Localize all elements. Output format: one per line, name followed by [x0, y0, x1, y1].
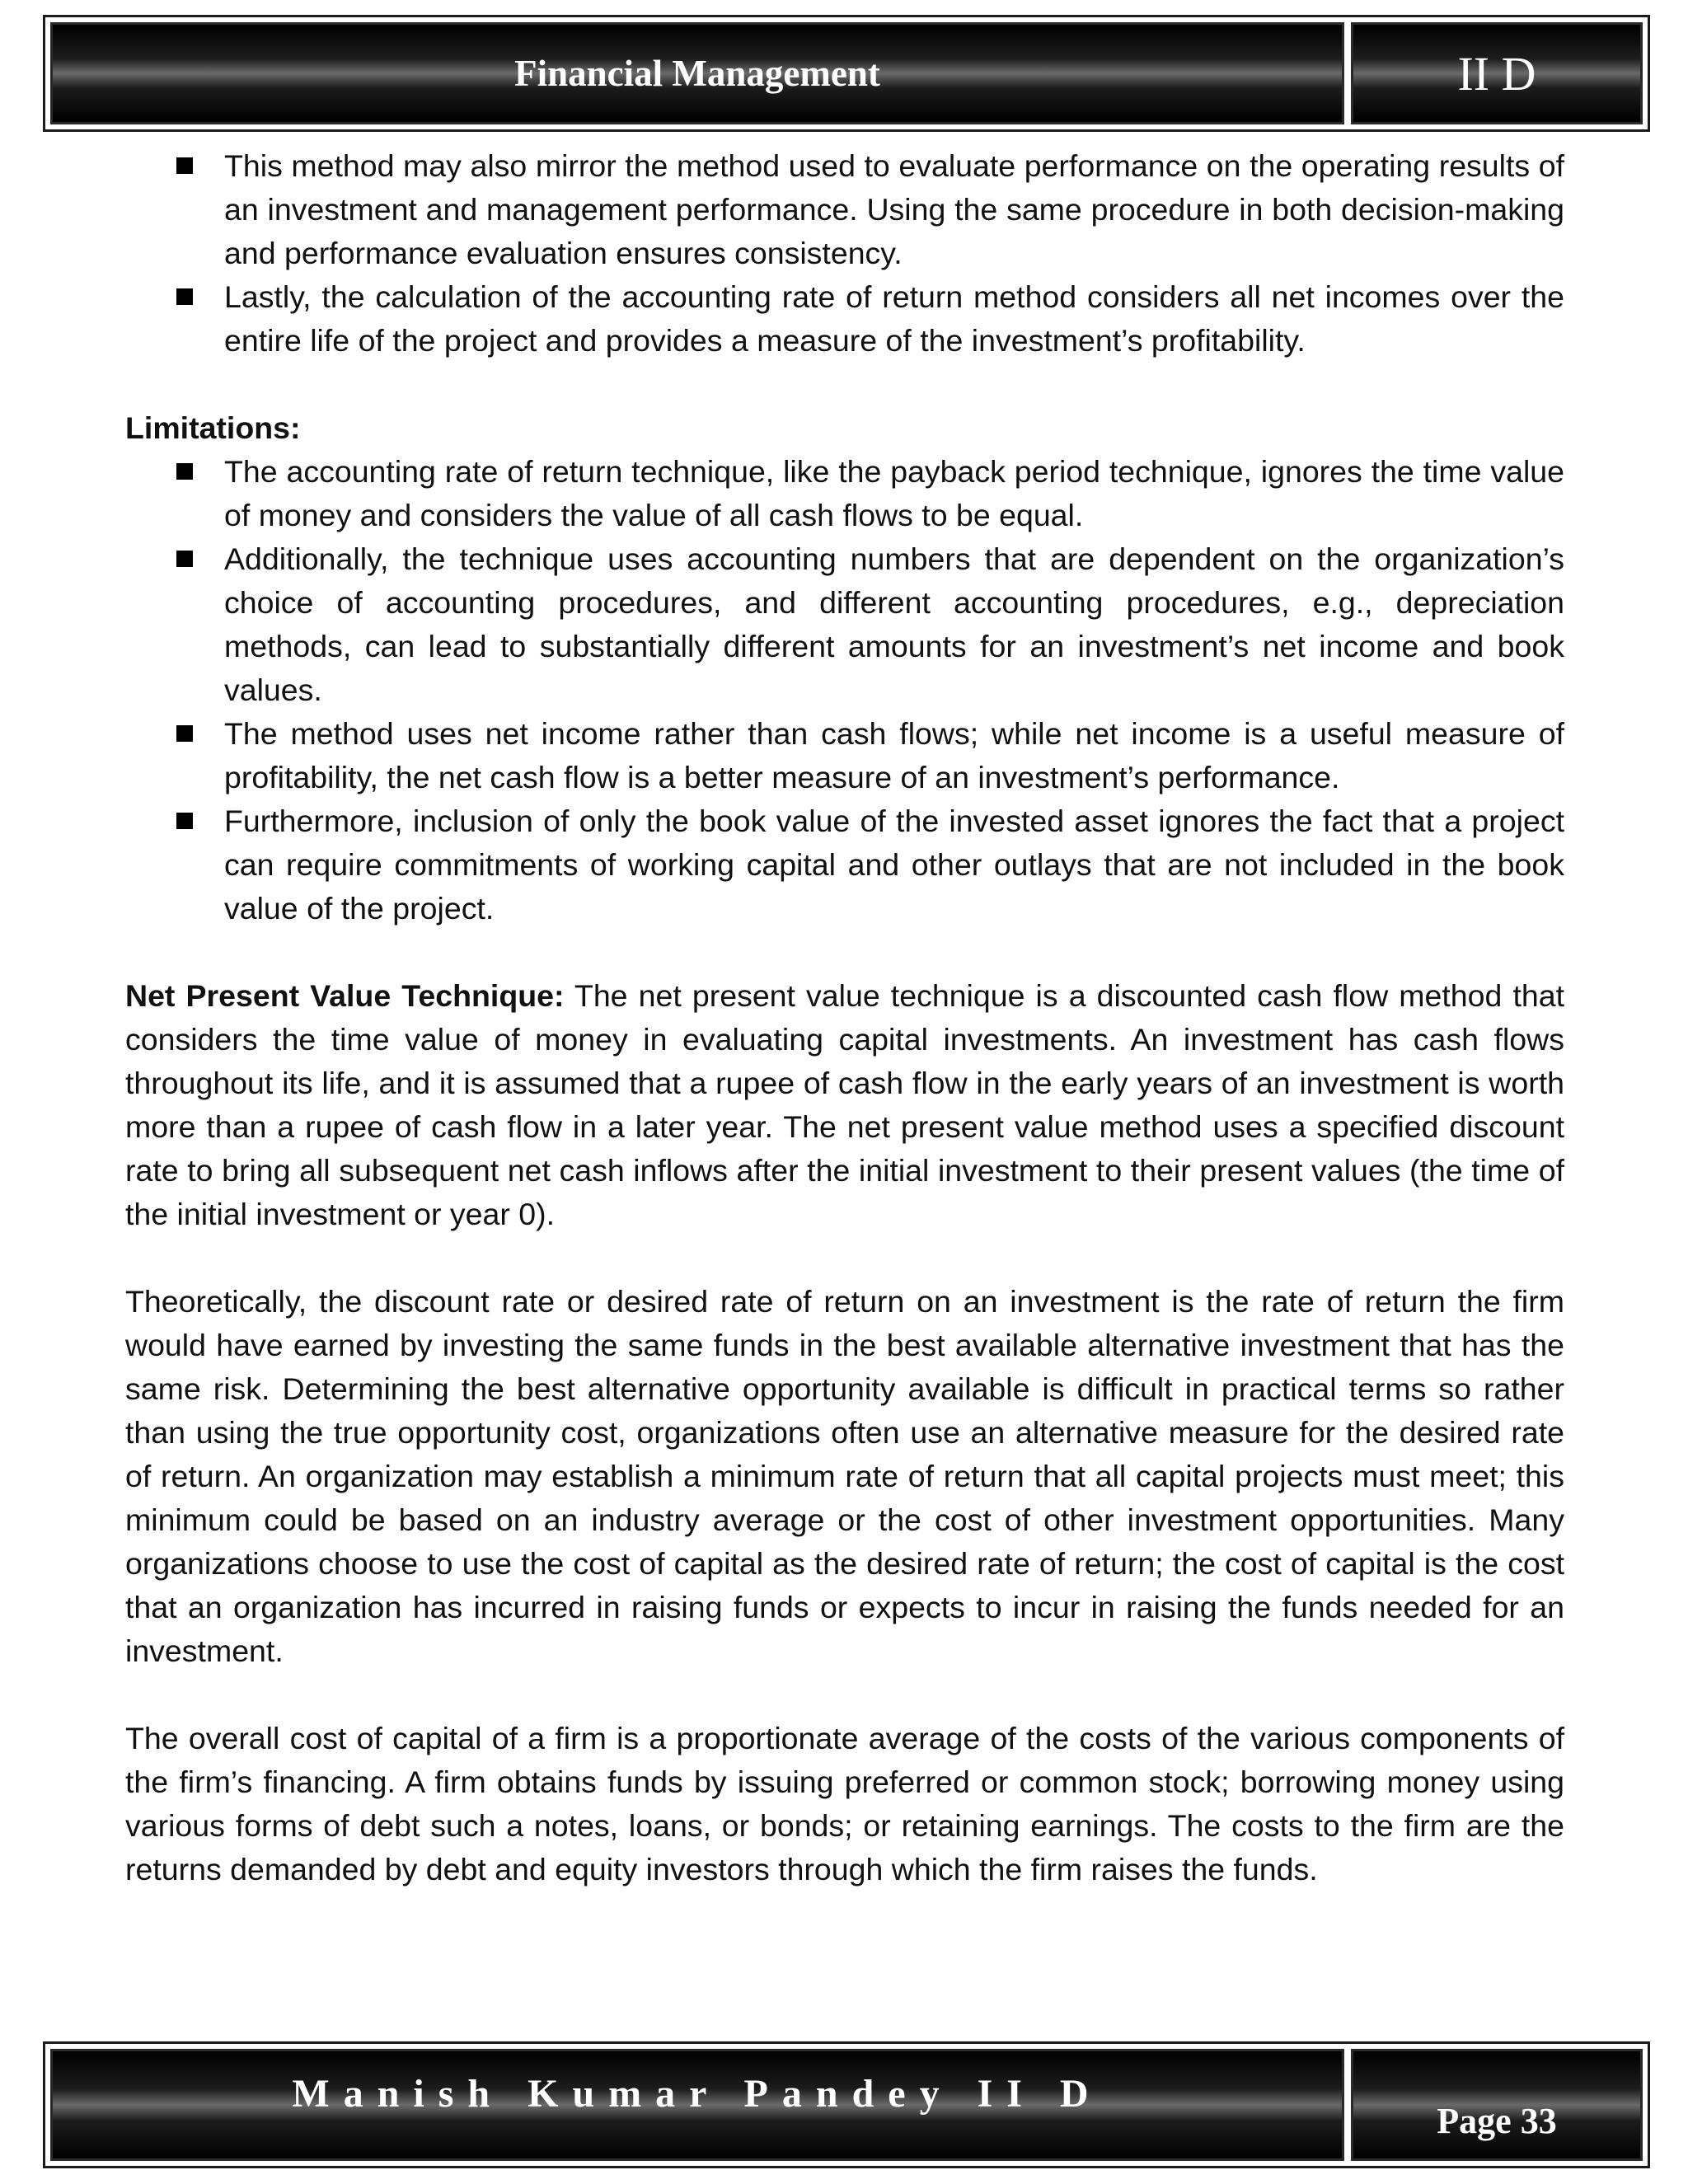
list-item: Furthermore, inclusion of only the book value of the invested asset ignores the fact that a project can require commitments of working capital and other outlays that are not included in the book value of the project. — [125, 799, 1564, 930]
npv-paragraph — [125, 974, 1564, 1236]
square-bullet-icon — [176, 551, 193, 567]
npv-heading: Net Present Value Technique: — [125, 978, 565, 1013]
limitations-bullet-list — [125, 450, 1564, 930]
list-item: Lastly, the calculation of the accounting rate of return method considers all net incomes over the entire life of the project and provides a measure of the investment’s profitability. — [125, 275, 1564, 363]
list-item: Additionally, the technique uses accounting numbers that are dependent on the organization’s choice of accounting procedures, and different accounting procedures, e.g., depreciation methods, can lead to substantially different amounts for an investment’s net income and book values. — [125, 537, 1564, 712]
list-item: The method uses net income rather than cash flows; while net income is a useful measure of profitability, the net cash flow is a better measure of an investment’s performance. — [125, 712, 1564, 799]
square-bullet-icon — [176, 157, 193, 174]
header-title: Financial Management — [50, 22, 1344, 124]
page-header — [43, 15, 1650, 132]
square-bullet-icon — [176, 463, 193, 480]
intro-bullet-list — [125, 144, 1564, 363]
npv-text: The net present value technique is a discounted cash flow method that considers the time value of money in evaluating capital investments. An investment has cash flows throughout its life, and it is assumed that a rupee of cash flow in the early years of an investment is worth more than a rupee of cash flow in a later year. The net present value method uses a specified discount rate to bring all subsequent net cash inflows after the initial investment to their present values (the time of the initial investment or year 0). — [125, 978, 1564, 1231]
limitations-heading: Limitations: — [125, 410, 301, 445]
header-tag: II D — [1351, 22, 1643, 124]
square-bullet-icon — [176, 813, 193, 829]
square-bullet-icon — [176, 725, 193, 742]
list-item: The accounting rate of return technique, like the payback period technique, ignores the time value of money and considers the value of all cash flows to be equal. — [125, 450, 1564, 537]
page-content — [125, 144, 1564, 1891]
cost-of-capital-paragraph: The overall cost of capital of a firm is a proportionate average of the costs of the various components of the firm’s financing. A firm obtains funds by issuing preferred or common stock; borrowing money using various forms of debt such a notes, loans, or bonds; or retaining earnings. The costs to the firm are the returns demanded by debt and equity investors through which the firm raises the funds. — [125, 1721, 1564, 1886]
list-item: This method may also mirror the method used to evaluate performance on the operating results of an investment and management performance. Using the same procedure in both decision-making and performance evaluation ensures consistency. — [125, 144, 1564, 275]
page-footer — [43, 2041, 1650, 2168]
page-number: Page 33 — [1351, 2049, 1643, 2161]
footer-author: Manish Kumar Pandey II D — [50, 2049, 1344, 2161]
discount-rate-paragraph: Theoretically, the discount rate or desired rate of return on an investment is the rate of return the firm would have earned by investing the same funds in the best available alternative investment that has the same risk. Determining the best alternative opportunity available is difficult in practical terms so rather than using the true opportunity cost, organizations often use an alternative measure for the desired rate of return. An organization may establish a minimum rate of return that all capital projects must meet; this minimum could be based on an industry average or the cost of other investment opportunities. Many organizations choose to use the cost of capital as the desired rate of return; the cost of capital is the cost that an organization has incurred in raising funds or expects to incur in raising the funds needed for an investment. — [125, 1284, 1564, 1668]
square-bullet-icon — [176, 288, 193, 305]
